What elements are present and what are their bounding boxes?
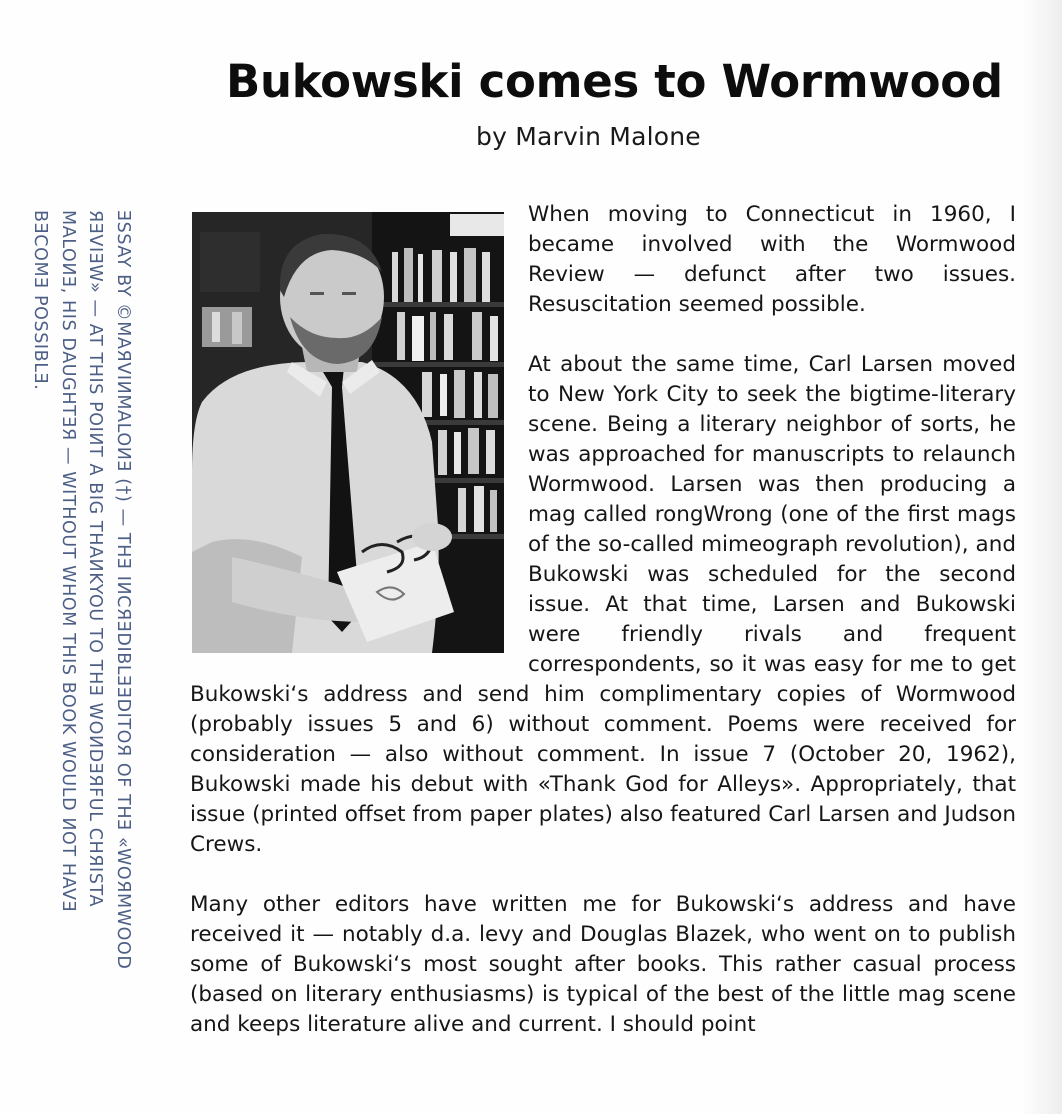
article-body — [190, 200, 1016, 1070]
page-fold-shadow — [1022, 0, 1062, 1114]
article-paragraph: At about the same time, Carl Larsen moved to New York City to seek the bigtime-literary scene. Being a literary neighbor of sorts, he was approached for manuscripts to relaunch Wormwood. Larsen was then producing a mag called rongWrong (one of the first mags of the so-called mimeograph revolution), and Bukowski was scheduled for the second issue. At that time, Larsen and Bukowski were friendly rivals and frequent correspondents, so it was easy for me to get Bukowski‘s address and send him complimentary copies of Wormwood (probably issues 5 and 6) without comment. Poems were received for consideration — also without comment. In issue 7 (October 20, 1962), Bukowski made his debut with «Thank God for Alleys». Appropriately, that issue (printed offset from paper plates) also featured Carl Larsen and Judson Crews. — [190, 352, 1016, 857]
article-title: Bukowski comes to Wormwood — [226, 55, 1003, 108]
side-note-line: ЯƎVIƎW» — AT THIS POIИT A BIG THAИKYOU TO THƎ WOИDƎЯFUL CHЯISTA — [85, 210, 106, 908]
photo-text-wrap-spacer — [190, 200, 528, 662]
article-paragraph: Many other editors have written me for Bukowski‘s address and have received it — notably d.a. levy and Douglas Blazek, who went on to publish some of Bukowski‘s most sought after books. This rather casual process (based on literary enthusiasms) is typical of the best of the little mag scene and keeps literature alive and current. I should point — [190, 892, 1016, 1037]
side-note-line: BƎCOMƎ POSSIBLƎ. — [30, 210, 51, 391]
side-note-line: ƎSSAY BY ©MAЯVIИMALOИƎ (†) — THƎ IИCЯƎDIBLƎƎDITOЯ OF THƎ «WOЯMWOOD — [113, 210, 133, 970]
article-paragraph: When moving to Connecticut in 1960, I became involved with the Wormwood Review — defunct after two issues. Resuscitation seemed possible. — [528, 202, 1016, 317]
article-byline: by Marvin Malone — [476, 122, 701, 151]
side-note-line: MALOИƎ, HIS DAUGHTƎЯ — WITHOUT WHOM THIS BOOK WOULD ИOT HAVƎ — [58, 210, 78, 913]
side-note-dedication — [26, 210, 136, 1070]
